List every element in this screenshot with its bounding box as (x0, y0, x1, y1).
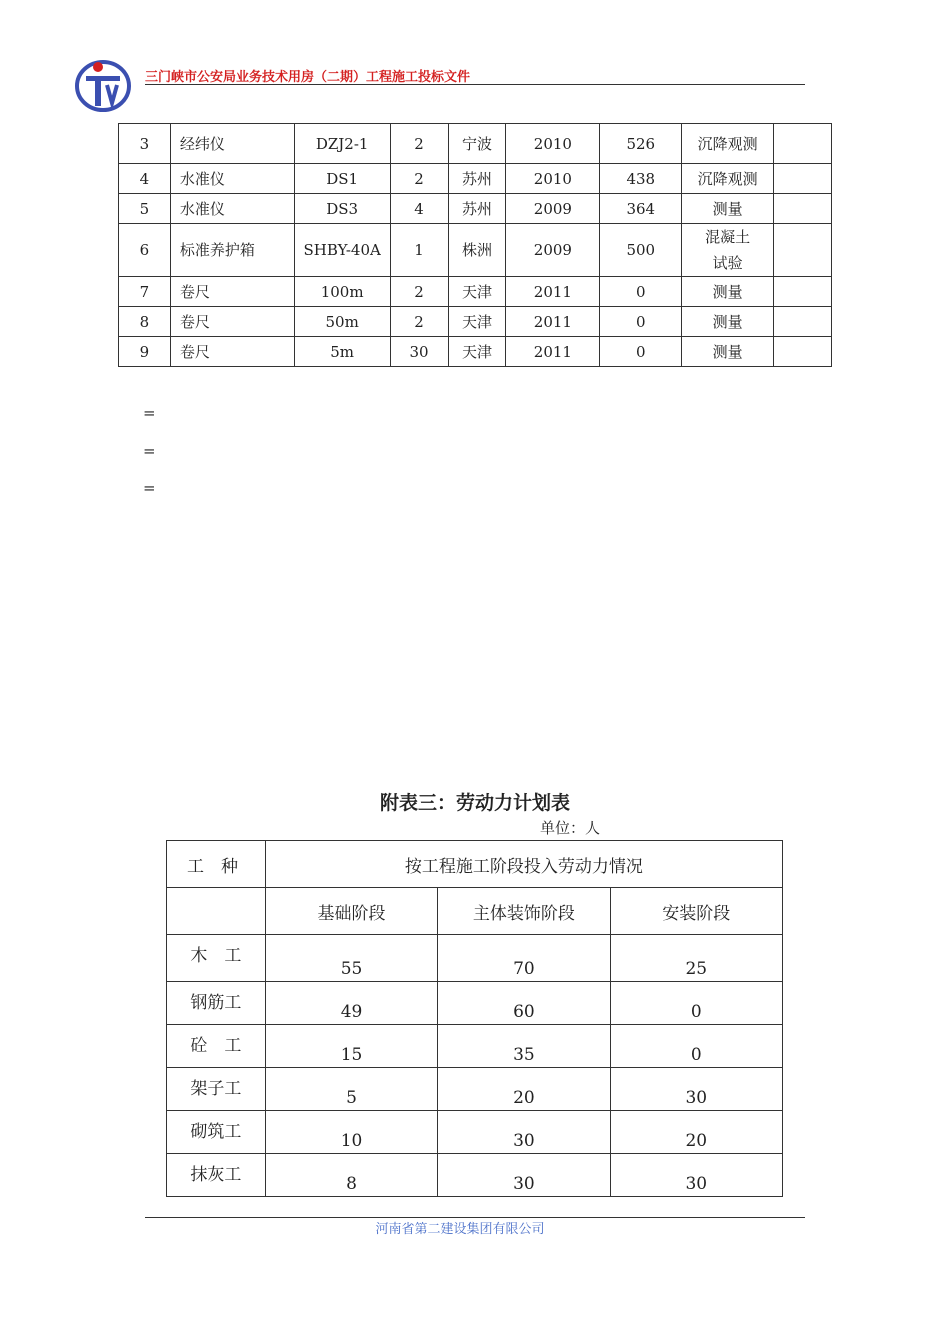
cell-remark (774, 224, 832, 277)
value-cell: 30 (438, 1111, 610, 1154)
table-row (167, 982, 783, 1025)
value-cell: 70 (438, 935, 610, 982)
footer-company: 河南省第二建设集团有限公司 (375, 1222, 545, 1237)
worker-type: 砼 工 (167, 1025, 266, 1068)
table-row (119, 337, 832, 367)
cell-power: 526 (600, 124, 682, 164)
mark: = (143, 479, 156, 497)
table-row (119, 307, 832, 337)
cell-year: 2009 (506, 224, 600, 277)
cell-use-line2: 试验 (712, 254, 743, 272)
cell-qty: 2 (390, 124, 448, 164)
cell-qty: 2 (390, 164, 448, 194)
cell-model: 100m (294, 277, 390, 307)
table-row (119, 124, 832, 164)
mark: = (143, 441, 156, 460)
value-cell: 5 (265, 1068, 437, 1111)
value-cell: 20 (438, 1068, 610, 1111)
cell-qty: 1 (390, 224, 448, 277)
value-cell: 30 (610, 1154, 782, 1197)
worker-type: 木 工 (167, 935, 266, 982)
worker-type: 架子工 (167, 1068, 266, 1111)
cell-year: 2011 (506, 337, 600, 367)
cell-remark (774, 164, 832, 194)
cell-use (682, 224, 774, 277)
cell-model: DS1 (294, 164, 390, 194)
labor-plan-title: 附表三：劳动力计划表 (379, 792, 570, 814)
cell-use: 测量 (682, 337, 774, 367)
cell-qty: 2 (390, 277, 448, 307)
cell-name: 标准养护箱 (170, 224, 294, 277)
value-cell: 49 (265, 982, 437, 1025)
worker-type: 砌筑工 (167, 1111, 266, 1154)
value-cell: 60 (438, 982, 610, 1025)
cell-model: SHBY-40A (294, 224, 390, 277)
cell-name: 卷尺 (170, 337, 294, 367)
worker-type: 抹灰工 (167, 1154, 266, 1197)
cell-power: 0 (600, 277, 682, 307)
cell-remark (774, 124, 832, 164)
cell-remark (774, 307, 832, 337)
cell-model: 5m (294, 337, 390, 367)
value-cell: 10 (265, 1111, 437, 1154)
value-cell: 20 (610, 1111, 782, 1154)
value-cell: 30 (610, 1068, 782, 1111)
cell-remark (774, 277, 832, 307)
cell-origin: 苏州 (448, 164, 506, 194)
mark: = (143, 404, 156, 422)
cell-name: 水准仪 (170, 164, 294, 194)
cell-use: 测量 (682, 307, 774, 337)
cell-use: 沉降观测 (682, 124, 774, 164)
cell-power: 364 (600, 194, 682, 224)
table-row (167, 1025, 783, 1068)
cell-no: 4 (119, 164, 171, 194)
cell-power: 500 (600, 224, 682, 277)
cell-year: 2011 (506, 277, 600, 307)
cell-no: 7 (119, 277, 171, 307)
table-row (119, 194, 832, 224)
cell-power: 0 (600, 307, 682, 337)
cell-name: 卷尺 (170, 307, 294, 337)
cell-use: 沉降观测 (682, 164, 774, 194)
cell-origin: 天津 (448, 277, 506, 307)
value-cell: 55 (265, 935, 437, 982)
table-row (167, 1068, 783, 1111)
cell-no: 6 (119, 224, 171, 277)
cell-qty: 4 (390, 194, 448, 224)
value-cell: 0 (610, 982, 782, 1025)
cell-no: 5 (119, 194, 171, 224)
cell-name: 卷尺 (170, 277, 294, 307)
col-worker-header: 工 种 (167, 841, 266, 888)
stage-header: 基础阶段 (265, 888, 437, 935)
cell-year: 2011 (506, 307, 600, 337)
value-cell: 25 (610, 935, 782, 982)
equipment-table (118, 123, 832, 367)
cell-name: 经纬仪 (170, 124, 294, 164)
cell-name: 水准仪 (170, 194, 294, 224)
cell-origin: 天津 (448, 307, 506, 337)
table-row (119, 164, 832, 194)
cell-use: 测量 (682, 194, 774, 224)
cell-use-line1: 混凝土 (705, 228, 751, 246)
cell-no: 8 (119, 307, 171, 337)
cell-model: 50m (294, 307, 390, 337)
cell-no: 9 (119, 337, 171, 367)
value-cell: 30 (438, 1154, 610, 1197)
cell-year: 2010 (506, 164, 600, 194)
stage-header: 主体装饰阶段 (438, 888, 610, 935)
header-rule (145, 84, 805, 85)
table-row (119, 277, 832, 307)
empty-cell (167, 888, 266, 935)
cell-remark (774, 194, 832, 224)
cell-origin: 株洲 (448, 224, 506, 277)
table-row (167, 1154, 783, 1197)
value-cell: 0 (610, 1025, 782, 1068)
cell-power: 438 (600, 164, 682, 194)
table-row (167, 935, 783, 982)
col-group-header: 按工程施工阶段投入劳动力情况 (265, 841, 782, 888)
stray-marks (143, 400, 156, 513)
value-cell: 8 (265, 1154, 437, 1197)
table-row (167, 1111, 783, 1154)
cell-year: 2010 (506, 124, 600, 164)
stage-header: 安装阶段 (610, 888, 782, 935)
cell-origin: 天津 (448, 337, 506, 367)
cell-year: 2009 (506, 194, 600, 224)
labor-plan-table (166, 840, 783, 1197)
document-header-title: 三门峡市公安局业务技术用房（二期）工程施工投标文件 (145, 70, 471, 85)
cell-qty: 30 (390, 337, 448, 367)
cell-use: 测量 (682, 277, 774, 307)
table-row (119, 224, 832, 277)
cell-origin: 宁波 (448, 124, 506, 164)
value-cell: 35 (438, 1025, 610, 1068)
cell-remark (774, 337, 832, 367)
company-logo-icon (74, 55, 132, 113)
cell-origin: 苏州 (448, 194, 506, 224)
value-cell: 15 (265, 1025, 437, 1068)
labor-plan-unit: 单位：人 (540, 819, 601, 837)
table-header-row (167, 888, 783, 935)
cell-no: 3 (119, 124, 171, 164)
cell-model: DZJ2-1 (294, 124, 390, 164)
table-header-row (167, 841, 783, 888)
cell-qty: 2 (390, 307, 448, 337)
cell-power: 0 (600, 337, 682, 367)
cell-model: DS3 (294, 194, 390, 224)
worker-type: 钢筋工 (167, 982, 266, 1025)
